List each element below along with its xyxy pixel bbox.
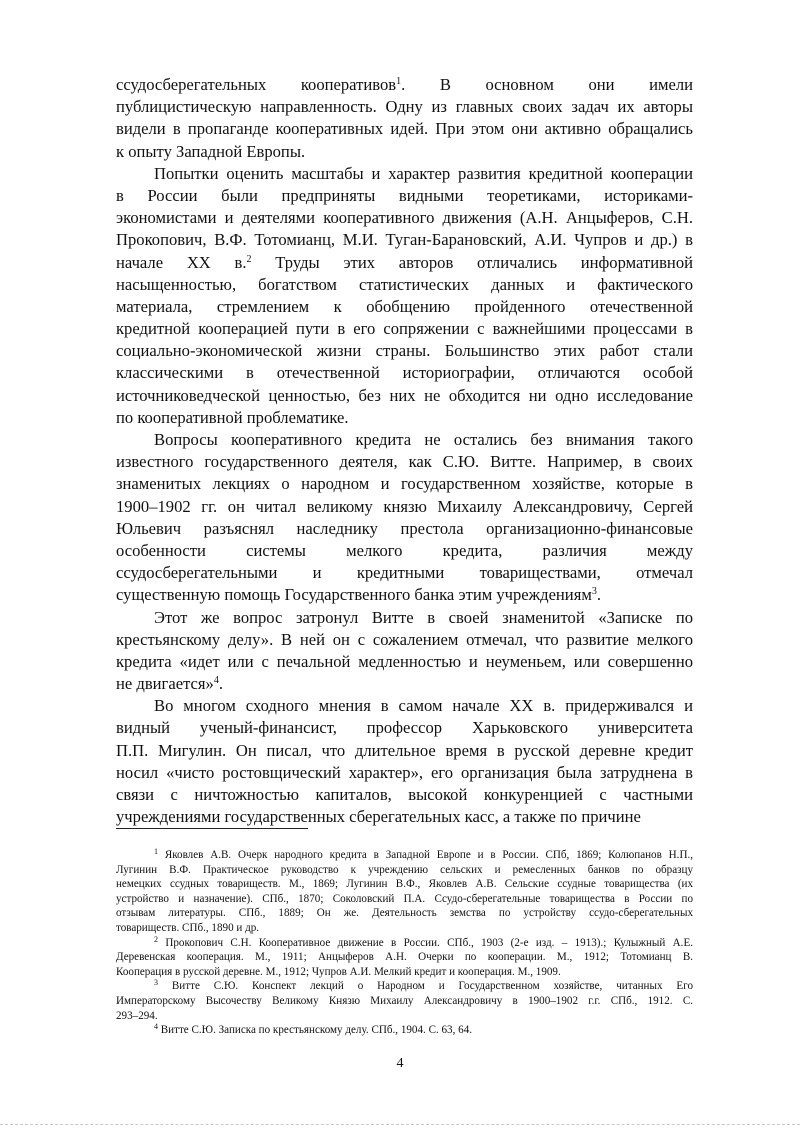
body-text: кредитной кооперацией пути в его сопряжении с важнейшими процессами в bbox=[116, 319, 693, 339]
body-line bbox=[116, 762, 693, 784]
body-text: насыщенностью, богатством статистических данных и фактического bbox=[116, 274, 693, 294]
body-text: учреждениями государственных сберегательных касс, а также по причине bbox=[116, 807, 641, 827]
body-text: не двигается» bbox=[116, 674, 214, 694]
body-text: Юльевич разъяснял наследнику престола организационно-финансовые bbox=[116, 518, 693, 538]
body-line bbox=[116, 518, 693, 540]
body-line bbox=[116, 407, 693, 429]
body-text: П.П. Мигулин. Он писал, что длительное время в русской деревне кредит bbox=[116, 740, 693, 760]
footnote-text: устройство и назначение). СПб., 1870; Соколовский П.А. Ссудо-сберегательные товарищества в России по bbox=[116, 892, 693, 905]
body-line bbox=[116, 229, 693, 251]
body-text: носил «чисто ростовщический характер», его организация была затруднена в bbox=[116, 762, 693, 782]
body-text: Этот же вопрос затронул Витте в своей знаменитой «Записке по bbox=[154, 607, 693, 627]
body-text: видный ученый-финансист, профессор Харьковского университета bbox=[116, 718, 693, 738]
footnote-line bbox=[116, 877, 693, 892]
body-line bbox=[116, 141, 693, 163]
body-line bbox=[116, 629, 693, 651]
footnote-marker: 4 bbox=[154, 1022, 158, 1032]
body-text: Попытки оценить масштабы и характер развития кредитной кооперации bbox=[154, 163, 693, 183]
footnotes bbox=[116, 848, 693, 1038]
body-text: связи с ничтожностью капиталов, высокой конкуренцией с частными bbox=[116, 785, 693, 804]
body-text: классическими в отечественной историографии, отличаются особой bbox=[116, 363, 693, 383]
body-text: видели в пропаганде кооперативных идей. При этом они активно обращались bbox=[116, 119, 693, 139]
footnote-text: Прокопович С.Н. Кооперативное движение в России. СПб., 1903 (2-е изд. – 1913).; Кулыжный А.Е. bbox=[158, 936, 693, 949]
body-line bbox=[116, 451, 693, 473]
footnote-line bbox=[116, 979, 693, 994]
body-text-tail: . bbox=[218, 674, 223, 694]
body-text: материала, стремлением к обобщению пройденного отечественной bbox=[116, 296, 693, 316]
body-line bbox=[116, 96, 693, 118]
body-text: социально-экономической жизни страны. Большинство этих работ стали bbox=[116, 341, 693, 361]
body-line bbox=[116, 207, 693, 229]
body-text: Прокопович, В.Ф. Тотомианц, М.И. Туган-Барановский, А.И. Чупров и др.) в bbox=[116, 230, 693, 250]
body-line bbox=[116, 784, 693, 806]
body-text: 1900–1902 гг. он читал великому князю Михаилу Александровичу, Сергей bbox=[116, 496, 693, 516]
footnote-line bbox=[116, 965, 693, 980]
footnote-text: отзывам литературы. СПб., 1889; Он же. Деятельность земства по устройству ссудо-сберегательных bbox=[116, 907, 693, 920]
footnote-text: Лугинин В.Ф. Практическое руководство к учреждению сельских и ремесленных банков по образцу bbox=[116, 863, 693, 876]
body-text: кредита «идет или с печальной медленностью и неуменьем, или совершенно bbox=[116, 651, 693, 671]
body-line bbox=[116, 118, 693, 140]
body-line bbox=[116, 673, 693, 695]
body-text: экономистами и деятелями кооперативного движения (А.Н. Анцыферов, С.Н. bbox=[116, 208, 693, 228]
body-line bbox=[116, 740, 693, 762]
footnote-line bbox=[116, 892, 693, 907]
footnote-line bbox=[116, 906, 693, 921]
body-text: по кооперативной проблематике. bbox=[116, 407, 349, 427]
body-text: известного государственного деятеля, как С.Ю. Витте. Например, в своих bbox=[116, 452, 693, 472]
body-text-tail: . В основном они имели bbox=[401, 75, 693, 94]
footnote-text: немецких ссудных товариществ. М., 1869; Лугинин В.Ф., Яковлев А.В. Сельские ссудные товарищества (их bbox=[116, 878, 693, 891]
footnote-marker: 1 bbox=[154, 847, 158, 856]
body-text: Во многом сходного мнения в самом начале XX в. придерживался и bbox=[154, 696, 693, 716]
footnote-text: 293–294. bbox=[116, 1009, 158, 1022]
body-text-tail: . bbox=[596, 585, 601, 605]
body-line bbox=[116, 185, 693, 207]
body-text-tail: Труды этих авторов отличались информативной bbox=[251, 252, 693, 272]
body-line bbox=[116, 74, 693, 96]
body-line bbox=[116, 806, 693, 828]
body-text: крестьянскому делу». В ней он с сожалением отмечал, что развитие мелкого bbox=[116, 629, 693, 649]
body-text: источниковедческой ценностью, без них не обходится ни одно исследование bbox=[116, 385, 693, 405]
footnote-line bbox=[116, 921, 693, 936]
body-line bbox=[116, 473, 693, 495]
body-text: в России были предприняты видными теоретиками, историками- bbox=[116, 185, 693, 205]
footnote-reference: 3 bbox=[591, 586, 597, 598]
body-line bbox=[116, 695, 693, 717]
body-line bbox=[116, 385, 693, 407]
footnote-line bbox=[116, 848, 693, 863]
body-text: ссудосберегательных кооперативов bbox=[116, 75, 397, 94]
body-text: к опыту Западной Европы. bbox=[116, 141, 306, 161]
body-line bbox=[116, 252, 693, 274]
footnote-line bbox=[116, 1023, 693, 1038]
footnote-marker: 3 bbox=[154, 978, 158, 988]
footnote-text: Деревенская кооперация. М., 1911; Анцыферов А.Н. Очерки по кооперации. М., 1912; Тотомианц В. bbox=[116, 951, 693, 964]
body-line bbox=[116, 584, 693, 606]
footnote-line bbox=[116, 863, 693, 878]
body-text: ссудосберегательными и кредитными товариществами, отмечал bbox=[116, 563, 693, 583]
body-text: знаменитых лекциях о народном и государственном хозяйстве, которые в bbox=[116, 474, 693, 494]
page-bottom-edge bbox=[0, 1124, 800, 1125]
body-line bbox=[116, 340, 693, 362]
footnote-marker: 2 bbox=[154, 934, 158, 944]
body-line bbox=[116, 274, 693, 296]
footnote-separator bbox=[116, 828, 308, 829]
body-line bbox=[116, 717, 693, 739]
body-line bbox=[116, 296, 693, 318]
body-text: Вопросы кооперативного кредита не остались без внимания такого bbox=[154, 430, 693, 449]
footnote-text: товариществ. СПб., 1890 и др. bbox=[116, 921, 260, 934]
body-text: существенную помощь Государственного банка этим учреждениям bbox=[116, 585, 592, 605]
body-line bbox=[116, 651, 693, 673]
footnote-reference: 2 bbox=[246, 253, 252, 265]
footnote-reference: 1 bbox=[396, 76, 402, 87]
body-line bbox=[116, 163, 693, 185]
footnote-line bbox=[116, 950, 693, 965]
footnote-text: Витте С.Ю. Записка по крестьянскому делу. СПб., 1904. С. 63, 64. bbox=[158, 1024, 473, 1037]
body-text bbox=[116, 74, 693, 828]
body-line bbox=[116, 540, 693, 562]
body-line bbox=[116, 496, 693, 518]
footnote-text: Кооперация в русской деревне. М., 1912; Чупров А.И. Мелкий кредит и кооперация. М., 1909. bbox=[116, 965, 561, 978]
body-text: особенности системы мелкого кредита, различия между bbox=[116, 540, 693, 560]
footnote-text: Яковлев А.В. Очерк народного кредита в Западной Европе и в России. СПб, 1869; Колюпанов Н.П., bbox=[158, 849, 693, 861]
page-number: 4 bbox=[396, 1056, 404, 1071]
footnote-text: Витте С.Ю. Конспект лекций о Народном и Государственном хозяйстве, читанных Его bbox=[158, 980, 693, 993]
footnote-text: Императорскому Высочеству Великому Князю Михаилу Александровичу в 1900–1902 г.г. СПб., 1912. С. bbox=[116, 994, 693, 1007]
body-line bbox=[116, 607, 693, 629]
footnote-line bbox=[116, 994, 693, 1009]
footnote-line bbox=[116, 1009, 693, 1024]
body-text: публицистическую направленность. Одну из главных своих задач их авторы bbox=[116, 97, 693, 117]
body-line bbox=[116, 362, 693, 384]
body-line bbox=[116, 318, 693, 340]
body-text: начале XX в. bbox=[116, 252, 247, 272]
footnote-line bbox=[116, 936, 693, 951]
body-line bbox=[116, 562, 693, 584]
footnote-reference: 4 bbox=[213, 675, 219, 687]
body-line bbox=[116, 429, 693, 451]
